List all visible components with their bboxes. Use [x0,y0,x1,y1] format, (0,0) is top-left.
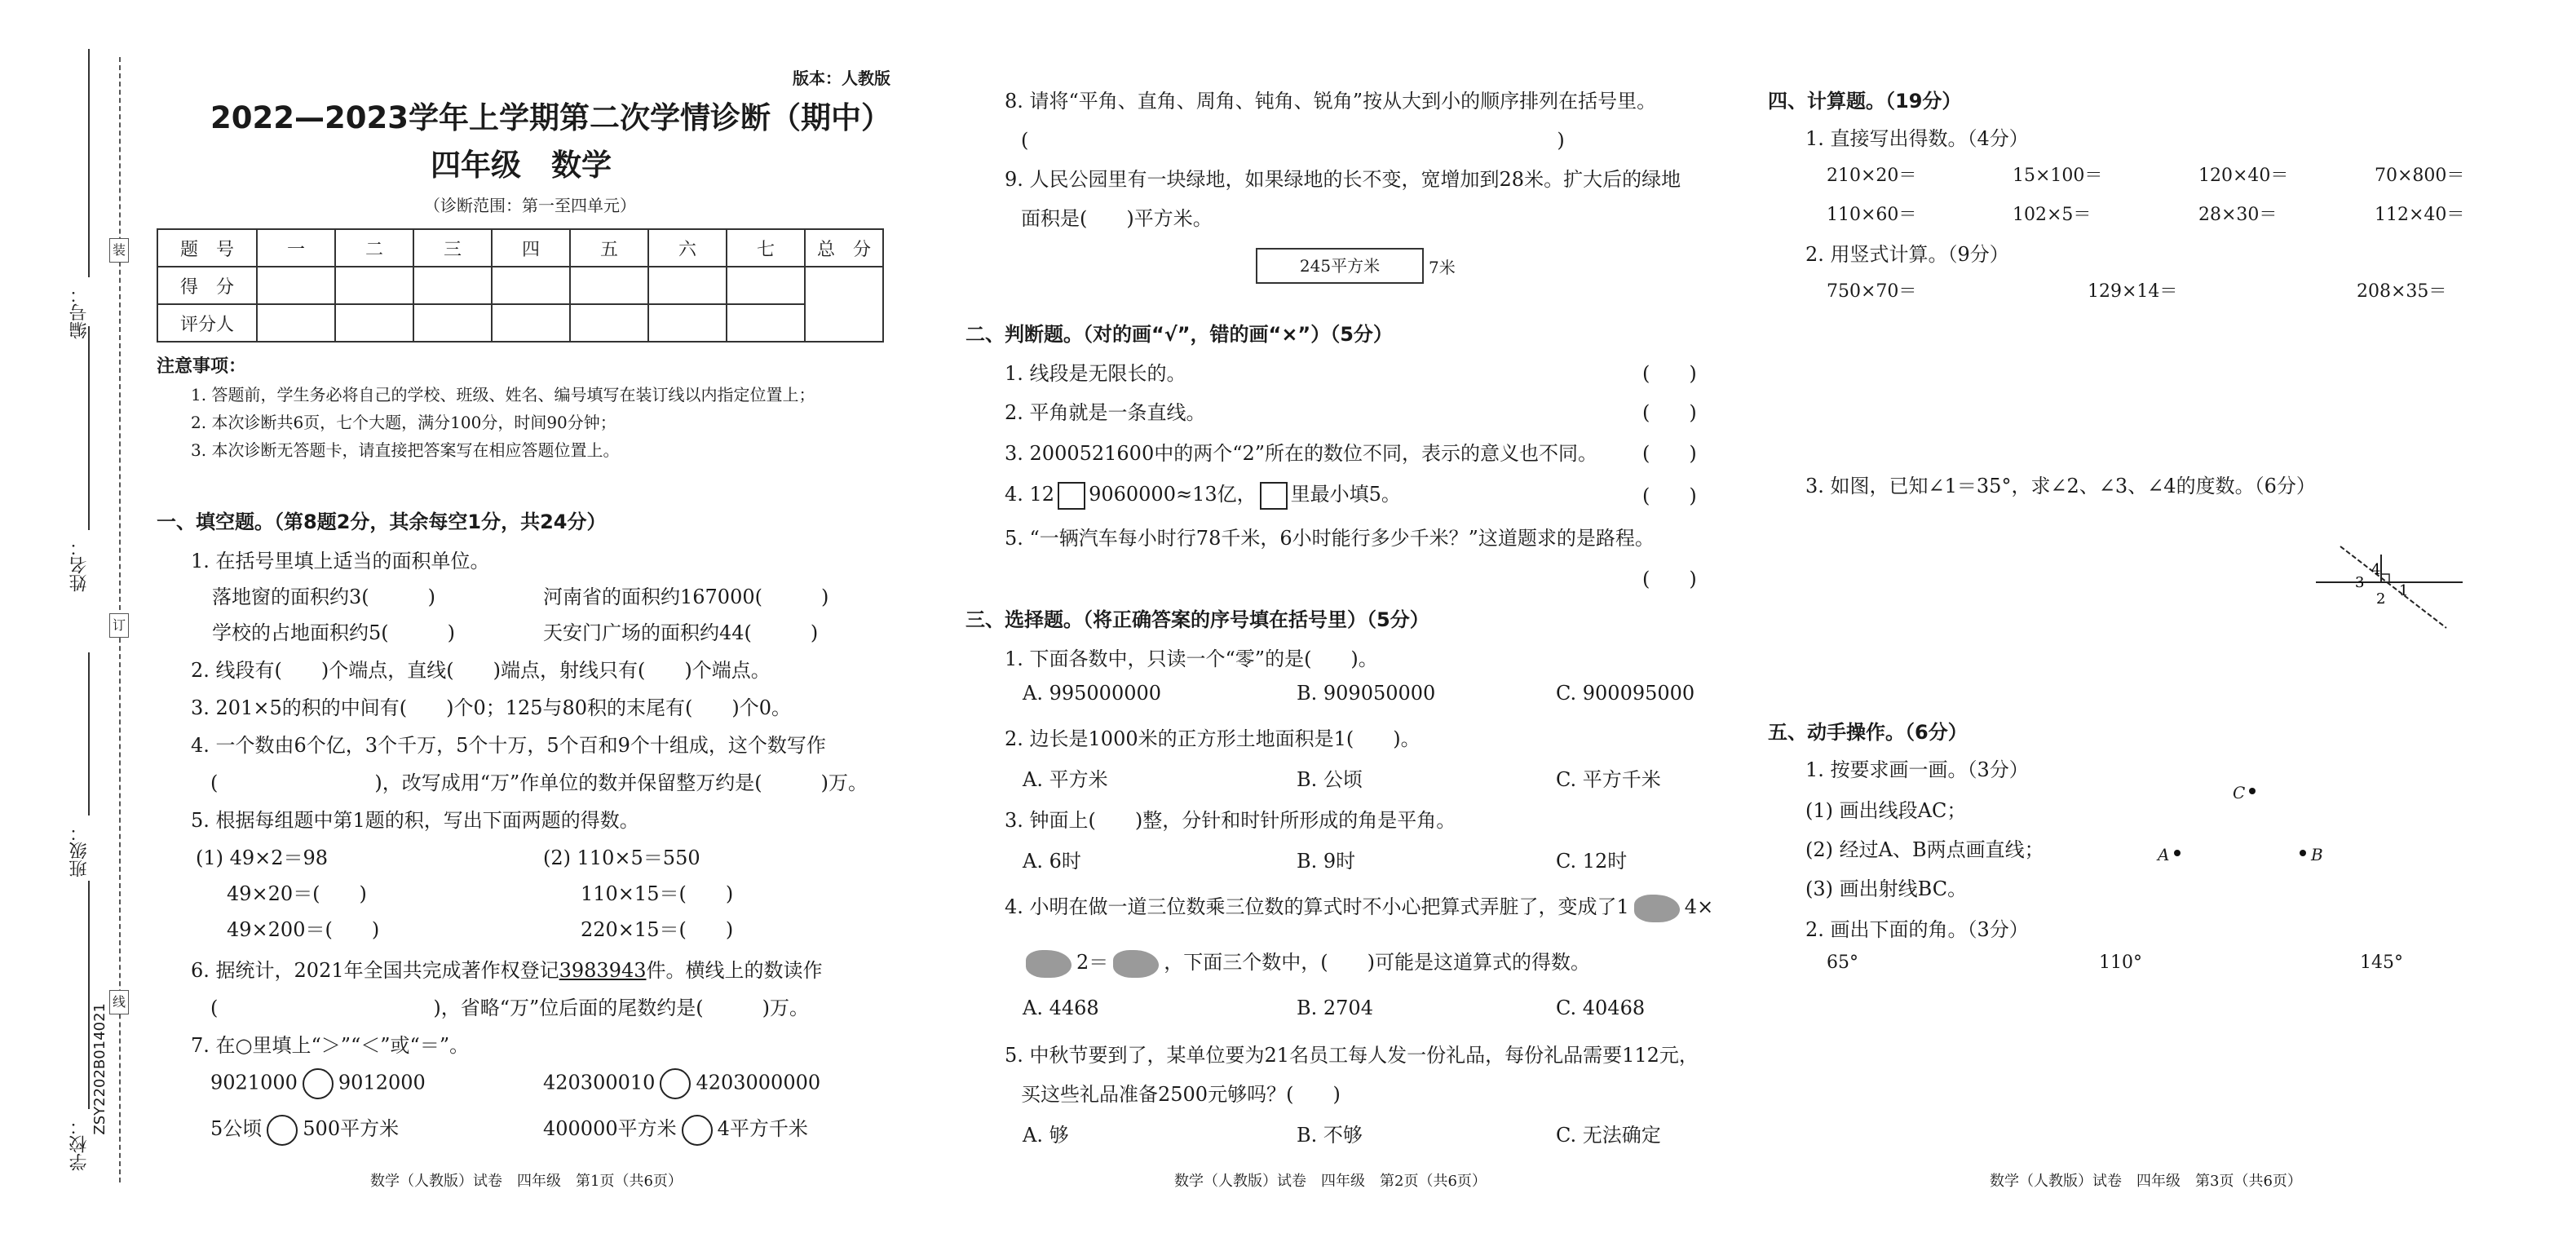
question-7: 7. 在○里填上“＞”“＜”或“＝”。 [191,1034,470,1057]
binding-field-xuexiao: 学校： [69,1117,90,1171]
calc-item[interactable]: 120×40＝ [2198,166,2289,186]
question-6-line2[interactable]: ( )，省略“万”位后面的尾数约是( )万。 [210,997,809,1019]
judge-4 [1005,478,1401,510]
choice-option: C. 40468 [1556,997,1646,1019]
draw-1: 1. 按要求画一画。（3分） [1805,758,2029,781]
compare-right: 500平方米 [303,1117,400,1140]
point-b-label: B [2311,845,2323,864]
question-1a[interactable]: 落地窗的面积约3( ) [212,586,435,608]
calc-item[interactable]: 210×20＝ [1827,166,1917,186]
question-6-text: 6. 据统计，2021年全国共完成著作权登记 [191,959,559,982]
compare-row [210,1112,399,1146]
judge-1: 1. 线段是无限长的。 [1005,362,1186,385]
choice-option: B. 9时 [1297,850,1356,873]
choice-option: B. 909050000 [1297,682,1436,705]
calc-item[interactable]: 70×800＝ [2375,166,2465,186]
score-cell[interactable] [570,267,648,304]
draw-2: 2. 画出下面的角。（3分） [1805,918,2029,941]
vertical-calc-item[interactable]: 750×70＝ [1827,281,1917,302]
angle-label: 4 [2371,561,2381,578]
choice-option: C. 平方千米 [1556,768,1661,791]
point-b[interactable] [2300,850,2306,856]
calc-1: 1. 直接写出得数。（4分） [1805,127,2029,150]
green-area-box: 245平方米 [1256,248,1424,284]
choice-4-line2 [1021,946,1590,978]
compare-right: 9012000 [338,1071,426,1094]
point-a[interactable] [2174,850,2181,856]
question-4-line2[interactable]: ( )，改写成用“万”作单位的数并保留整万约是( )万。 [210,771,868,794]
draw-1c: (3) 画出射线BC。 [1805,877,1968,900]
choice-option: B. 2704 [1297,997,1373,1019]
blank-square[interactable] [1260,482,1288,510]
notes-title: 注意事项： [157,356,247,377]
score-col-header: 七 [727,229,805,267]
compare-left: 400000平方米 [543,1117,677,1140]
xuexiao-line [88,881,90,1109]
section-5-title: 五、动手操作。（6分） [1768,721,1968,744]
question-2[interactable]: 2. 线段有( )个端点，直线( )端点，射线只有( )个端点。 [191,659,771,682]
score-cell[interactable] [727,267,805,304]
question-4-line1: 4. 一个数由6个亿，3个千万，5个十万，5个百和9个十组成，这个数写作 [191,734,826,757]
grader-row-label: 评分人 [157,304,257,342]
choice-4-text: 4× [1684,895,1714,918]
smudge [1634,895,1680,922]
compare-circle[interactable] [682,1115,713,1146]
choice-2[interactable]: 2. 边长是1000米的正方形土地面积是1( )。 [1005,727,1421,750]
note-item: 2. 本次诊断共6页，七个大题，满分100分，时间90分钟； [191,413,616,432]
angle-to-draw[interactable]: 110° [2099,952,2142,973]
choice-3[interactable]: 3. 钟面上( )整，分针和时针所形成的角是平角。 [1005,809,1456,832]
compare-left: 5公顷 [210,1117,263,1140]
question-8-answer[interactable]: ( ) [1021,129,1565,152]
question-6-text: 件。横线上的数读作 [646,959,823,982]
choice-option: C. 12时 [1556,850,1628,873]
compare-circle[interactable] [267,1115,298,1146]
choice-1[interactable]: 1. 下面各数中，只读一个“零”的是( )。 [1005,648,1378,670]
binding-field-xingming: 姓名： [69,538,90,592]
grader-cell[interactable] [570,304,648,342]
question-3[interactable]: 3. 201×5的积的中间有( )个0；125与80积的末尾有( )个0。 [191,696,792,719]
version-label: 版本：人教版 [793,69,890,88]
question-9-line1: 9. 人民公园里有一块绿地，如果绿地的长不变，宽增加到28米。扩大后的绿地 [1005,168,1681,191]
grader-row [157,304,883,342]
question-5a-blank[interactable]: 49×200＝( ) [227,918,380,941]
angle-to-draw[interactable]: 145° [2360,952,2403,973]
note-item: 3. 本次诊断无答题卡，请直接把答案写在相应答题位置上。 [191,440,620,460]
choice-4-text: 4. 小明在做一道三位数乘三位数的算式时不小心把算式弄脏了，变成了1 [1005,895,1629,918]
score-row [157,267,883,304]
angle-label: 3 [2355,574,2365,591]
compare-row [543,1068,820,1099]
exam-scope: （诊断范围：第一至四单元） [424,196,636,215]
question-6-line1 [191,954,823,983]
angle-label: 2 [2376,590,2386,608]
question-5a-given: (1) 49×2＝98 [196,846,329,869]
angle-label: 1 [2399,582,2409,599]
calc-2: 2. 用竖式计算。（9分） [1805,243,2009,266]
section-3-title: 三、选择题。（将正确答案的序号填在括号里）（5分） [965,608,1429,631]
grader-cell[interactable] [257,304,335,342]
xingming-line [88,326,90,530]
choice-option: A. 平方米 [1023,768,1108,791]
note-item: 1. 答题前，学生务必将自己的学校、班级、姓名、编号填写在装订线以内指定位置上； [191,385,815,404]
grader-cell[interactable] [648,304,727,342]
question-5b-blank[interactable]: 220×15＝( ) [581,918,734,941]
point-a-label: A [2158,845,2170,864]
compare-row [543,1112,808,1146]
judge-answer[interactable]: ( ) [1642,568,1697,590]
section-1-title: 一、填空题。（第8题2分，其余每空1分，共24分） [157,511,607,533]
calc-item[interactable]: 112×40＝ [2375,205,2465,225]
section-4-title: 四、计算题。（19分） [1768,90,1962,113]
choice-option: A. 6时 [1023,850,1081,873]
calc-3: 3. 如图，已知∠1＝35°，求∠2、∠3、∠4的度数。（6分） [1805,475,2316,497]
choice-option: A. 995000000 [1023,682,1162,705]
choice-4-line1 [1005,891,1713,922]
total-score-cell[interactable] [805,267,883,342]
smudge [1026,950,1071,978]
score-col-header: 题 号 [157,229,257,267]
blank-square[interactable] [1058,482,1085,510]
question-5b-given: (2) 110×5＝550 [543,846,700,869]
binding-mark-xian: 线 [109,990,129,1014]
score-cell[interactable] [492,267,570,304]
grader-cell[interactable] [727,304,805,342]
compare-row [210,1068,426,1099]
smudge [1113,950,1159,978]
judge-3: 3. 2000521600中的两个“2”所在的数位不同，表示的意义也不同。 [1005,442,1598,465]
score-col-header: 二 [335,229,413,267]
exam-title: 2022—2023学年上学期第二次学情诊断（期中） [210,100,891,135]
question-6-number: 3983943 [559,959,647,982]
compare-circle[interactable] [660,1068,691,1099]
choice-option: A. 4468 [1023,997,1099,1019]
calc-item[interactable]: 28×30＝ [2198,205,2278,225]
angle-diagram [2308,538,2471,636]
choice-option: B. 不够 [1297,1124,1363,1147]
section-2-title: 二、判断题。（对的画“√”，错的画“×”）（5分） [965,323,1393,346]
choice-4-text[interactable]: ，下面三个数中，( )可能是这道算式的得数。 [1164,951,1591,974]
calc-item[interactable]: 110×60＝ [1827,205,1917,225]
score-cell[interactable] [648,267,727,304]
binding-field-banji: 班级： [69,824,90,877]
draw-1a: (1) 画出线段AC； [1805,799,1967,822]
score-table-header-row [157,229,883,267]
compare-left: 420300010 [543,1071,656,1094]
score-cell[interactable] [257,267,335,304]
grader-cell[interactable] [492,304,570,342]
judge-5: 5. “一辆汽车每小时行78千米，6小时能行多少千米？”这道题求的是路程。 [1005,527,1655,550]
judge-2: 2. 平角就是一条直线。 [1005,401,1206,424]
score-col-header: 三 [413,229,492,267]
score-col-header: 五 [570,229,648,267]
angle-to-draw[interactable]: 65° [1827,952,1858,973]
question-9-line2[interactable]: 面积是( )平方米。 [1021,207,1213,230]
binding-field-bianhao: 编号： [69,285,90,339]
score-col-header: 四 [492,229,570,267]
choice-4-text: 2＝ [1076,951,1109,974]
green-area-side: 7米 [1429,258,1456,277]
score-col-header: 一 [257,229,335,267]
choice-option: C. 无法确定 [1556,1124,1661,1147]
score-row-label: 得 分 [157,267,257,304]
question-1c[interactable]: 学校的占地面积约5( ) [212,621,455,644]
grader-cell[interactable] [335,304,413,342]
judge-answer[interactable]: ( ) [1642,401,1697,424]
binding-mark-ding: 订 [109,613,129,638]
compare-right: 4平方千米 [717,1117,808,1140]
score-col-header: 六 [648,229,727,267]
page-footer: 数学（人教版）试卷 四年级 第1页（共6页） [370,1173,683,1190]
choice-5-line2[interactable]: 买这些礼品准备2500元够吗？( ) [1021,1083,1341,1106]
bianhao-line [88,49,90,277]
score-col-header: 总 分 [805,229,883,267]
exam-subtitle: 四年级 数学 [431,148,612,183]
choice-option: B. 公顷 [1297,768,1363,791]
paper-code: ZSY2202B014021 [91,1003,108,1135]
vertical-calc-item[interactable]: 208×35＝ [2357,281,2447,302]
page-footer: 数学（人教版）试卷 四年级 第3页（共6页） [1990,1173,2302,1190]
question-5a-blank[interactable]: 49×20＝( ) [227,882,367,905]
point-c[interactable] [2249,788,2256,794]
binding-mark-zhuang: 装 [109,238,129,263]
compare-left: 9021000 [210,1071,298,1094]
question-8: 8. 请将“平角、直角、周角、钝角、锐角”按从大到小的顺序排列在括号里。 [1005,90,1657,113]
judge-answer[interactable]: ( ) [1642,484,1697,507]
question-1: 1. 在括号里填上适当的面积单位。 [191,550,490,572]
score-cell[interactable] [413,267,492,304]
judge-answer[interactable]: ( ) [1642,442,1697,465]
choice-5-line1: 5. 中秋节要到了，某单位要为21名员工每人发一份礼品，每份礼品需要112元， [1005,1044,1699,1067]
question-5: 5. 根据每组题中第1题的积，写出下面两题的得数。 [191,809,639,832]
choice-option: A. 够 [1023,1124,1069,1147]
page-footer: 数学（人教版）试卷 四年级 第2页（共6页） [1174,1173,1487,1190]
vertical-calc-item[interactable]: 129×14＝ [2088,281,2178,302]
point-c-label: C [2233,783,2246,802]
calc-item[interactable]: 15×100＝ [2013,166,2103,186]
judge-answer[interactable]: ( ) [1642,362,1697,385]
choice-option: C. 900095000 [1556,682,1695,705]
calc-item[interactable]: 102×5＝ [2013,205,2092,225]
score-table [157,228,884,343]
banji-line [88,652,90,815]
question-1d[interactable]: 天安门广场的面积约44( ) [543,621,819,644]
grader-cell[interactable] [413,304,492,342]
question-5b-blank[interactable]: 110×15＝( ) [581,882,734,905]
question-1b[interactable]: 河南省的面积约167000( ) [543,586,829,608]
judge-4-text: 9060000≈13亿， [1089,483,1257,506]
judge-4-text: 里最小填5。 [1290,483,1401,506]
score-cell[interactable] [335,267,413,304]
judge-4-text: 4. 12 [1005,483,1055,506]
compare-circle[interactable] [303,1068,334,1099]
draw-1b: (2) 经过A、B两点画直线； [1805,838,2044,861]
compare-right: 4203000000 [696,1071,821,1094]
